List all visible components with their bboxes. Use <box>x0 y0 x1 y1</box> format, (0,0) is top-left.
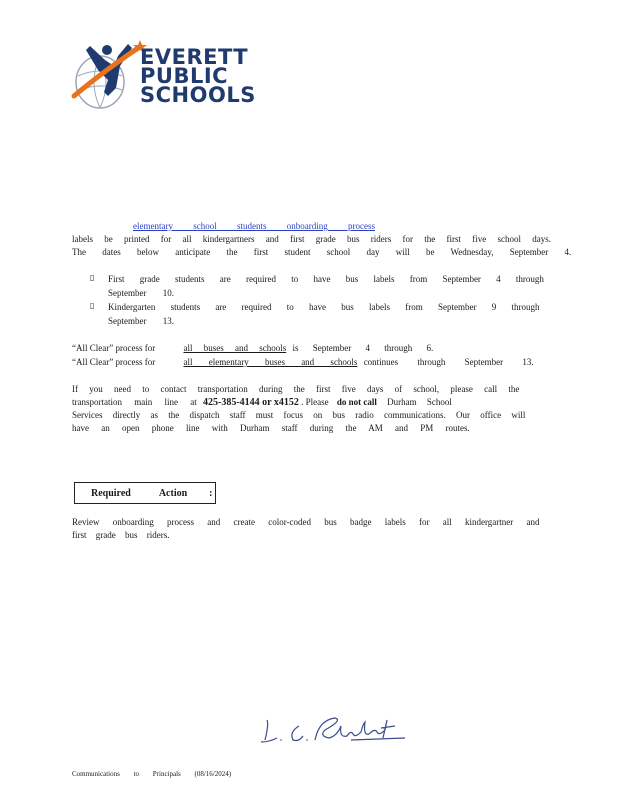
contact-line-2-c: Durham School <box>387 397 452 407</box>
all-clear-2-underlined: all elementary buses and schools <box>183 357 358 367</box>
all-clear-line-1 <box>72 342 433 355</box>
bullet-2-line-2: September 13. <box>108 316 174 326</box>
all-clear-1-suffix: is September 4 through 6. <box>292 343 434 353</box>
all-clear-2-prefix: “All Clear” process for <box>72 357 156 367</box>
intro-line-2: labels be printed for all kindergartners and first grade bus riders for the first five school days. <box>72 234 551 244</box>
all-clear-1-prefix: “All Clear” process for <box>72 343 156 353</box>
bullet-icon: ▯ <box>90 301 95 310</box>
contact-line-4: have an open phone line with Durham staff during the AM and PM routes. <box>72 423 470 433</box>
footer-text: Communications to Principals (08/16/2024) <box>72 770 232 778</box>
all-clear-1-underlined: all buses and schools <box>183 343 287 353</box>
required-action-word-2: Action <box>158 487 188 499</box>
contact-line-2 <box>72 396 522 409</box>
bullet-1-line-2: September 10. <box>108 288 174 298</box>
review-line-1: Review onboarding process and create color-coded bus badge labels for all kindergartner and <box>72 517 540 527</box>
bullet-icon: ▯ <box>90 273 95 282</box>
handwritten-signature <box>255 712 415 748</box>
onboarding-process-link[interactable]: elementary school students onboarding process <box>133 221 375 231</box>
required-action-box <box>74 482 216 504</box>
logo-line-3: SCHOOLS <box>140 83 256 107</box>
do-not-call-text: do not call <box>336 397 377 407</box>
all-clear-line-2 <box>72 356 534 369</box>
logo-line-2: PUBLIC <box>140 64 229 88</box>
review-line-2: first grade bus riders. <box>72 530 170 540</box>
all-clear-2-suffix: continues through September 13. <box>363 357 534 367</box>
bullet-1-line-1: First grade students are required to have bus labels from September 4 through <box>108 274 544 284</box>
phone-number: 425-385-4144 or x4152 <box>202 397 299 408</box>
onboarding-link-line <box>133 220 375 233</box>
contact-line-1: If you need to contact transportation during the first five days of school, please call the <box>72 384 520 394</box>
logo-line-1: EVERETT <box>140 45 249 69</box>
logo-wordmark <box>140 45 256 107</box>
contact-line-2-a: transportation main line at <box>72 397 197 407</box>
contact-line-3: Services directly as the dispatch staff must focus on bus radio communications. Our office will <box>72 410 526 420</box>
intro-line-3: The dates below anticipate the first student school day will be Wednesday, September 4. <box>72 247 572 257</box>
required-action-word-1: Required <box>91 487 131 499</box>
logo-emblem-icon <box>70 36 150 116</box>
contact-line-2-b: . Please <box>301 397 329 407</box>
required-action-colon: : <box>209 487 213 499</box>
bullet-2-line-1: Kindergarten students are required to have bus labels from September 9 through <box>108 302 540 312</box>
